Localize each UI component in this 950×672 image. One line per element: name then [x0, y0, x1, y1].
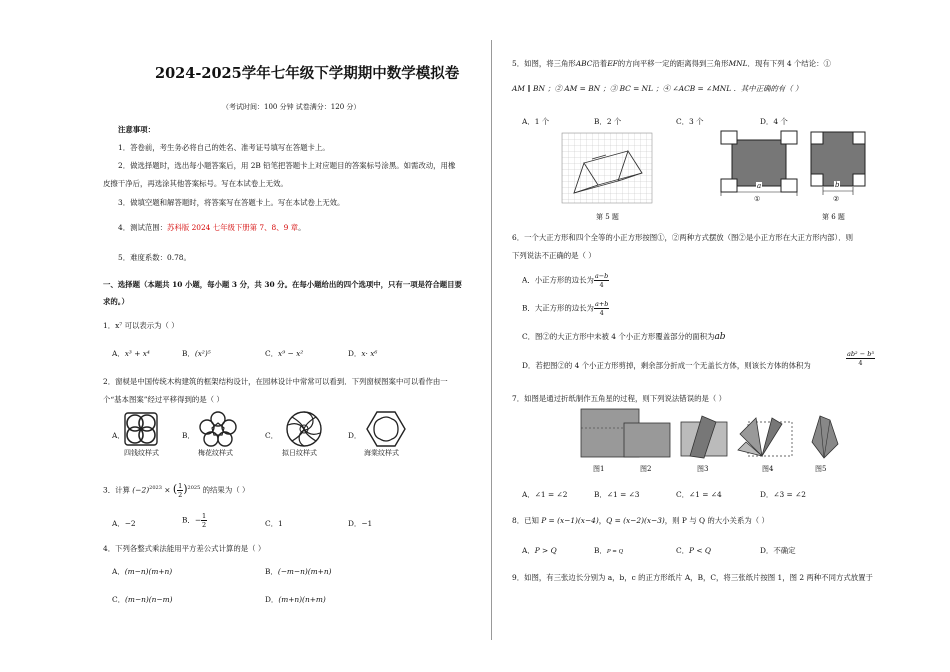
- q3-exp1: 2023: [149, 485, 162, 492]
- q5-stem-2: AM ∥ BN ；② AM = BN ；③ BC = NL ；④ ∠ACB = ∠MNL ．其中正确的有（ ）: [512, 84, 803, 93]
- q5-mid2: 的方向平移一定的距离得到三角形: [617, 59, 729, 68]
- q4-option-b[interactable]: [265, 566, 331, 577]
- notice-item-4: [118, 222, 305, 233]
- q1-a-value: x³ + x⁴: [124, 349, 150, 358]
- q5-pre: 5．如图，将三角形: [512, 59, 576, 68]
- q1-option-a[interactable]: [112, 348, 150, 359]
- q6-a-num: a−b: [594, 272, 609, 280]
- q5-translation-figure: [562, 133, 652, 203]
- q3-d-label: D．: [348, 519, 362, 528]
- q6-d-num: ab² − b³: [847, 350, 874, 358]
- q6-figure-2: [810, 131, 866, 187]
- q3-c-label: C．: [265, 519, 279, 528]
- q3-option-b[interactable]: [182, 512, 207, 529]
- q3-frac-num: 1: [178, 482, 183, 490]
- crabapple-pattern-icon: [366, 411, 406, 447]
- q6-a-text: A．小正方形的边长为: [522, 275, 594, 285]
- q3-times: ×: [164, 485, 171, 495]
- q6-label-a: a: [757, 182, 762, 190]
- q8-option-d[interactable]: D．不确定: [760, 546, 796, 555]
- q1-a-label: A．: [112, 349, 125, 358]
- q6-b-text: B．大正方形的边长为: [522, 303, 594, 313]
- q8-c-label: C．: [676, 546, 690, 555]
- q7-fig-caption-1: 图1: [593, 465, 605, 473]
- q3-b-fraction: [201, 512, 207, 529]
- q7-fig5-star: [808, 414, 840, 460]
- q6-a-den: 4: [599, 281, 604, 289]
- q3-a-value: −2: [124, 519, 136, 528]
- q6-stem-1: 6．一个大正方形和四个全等的小正方形按图①，②两种方式摆放（图②是小正方形在大正方形内部）．则: [512, 233, 853, 242]
- q4-option-a[interactable]: [112, 566, 172, 577]
- q3-option-c[interactable]: [265, 518, 283, 529]
- q8-pre: 8．已知: [512, 516, 539, 525]
- q2-option-b[interactable]: B．: [182, 431, 195, 440]
- q5-mnl: MNL: [728, 59, 748, 68]
- q4-c-value: (m−n)(n−m): [125, 595, 173, 604]
- q3-a-label: A．: [112, 519, 125, 528]
- q4-option-d[interactable]: [265, 594, 326, 605]
- q6-option-a[interactable]: [522, 272, 609, 289]
- q6-stem-2: 下列说法不正确的是（ ）: [512, 251, 596, 260]
- q5-abc: ABC: [575, 59, 593, 68]
- q4-stem: 4．下列各整式乘法能用平方差公式计算的是（ ）: [103, 544, 266, 553]
- q7-option-d[interactable]: D．∠3 = ∠2: [760, 490, 806, 499]
- q8-b-value: P = Q: [606, 549, 624, 555]
- q6-label-b: b: [835, 181, 840, 189]
- q4-d-label: D．: [265, 595, 279, 604]
- q7-stem: 7．如图是通过折纸制作五角星的过程，则下列说法错误的是（ ）: [512, 394, 726, 403]
- q8-q: Q = (x−2)(x−3): [606, 516, 665, 525]
- q2-stem-2: 个“基本图案”经过平移得到的是（ ）: [103, 395, 224, 404]
- q7-option-c[interactable]: C．∠1 = ∠4: [676, 490, 722, 499]
- q8-post: ，则 P 与 Q 的大小关系为（ ）: [664, 516, 769, 525]
- q6-option-c[interactable]: [522, 331, 726, 342]
- q2-option-d[interactable]: D．: [348, 431, 362, 440]
- q1-stem: 1．x⁷ 可以表示为（ ）: [103, 321, 179, 330]
- exam-title: 2024-2025学年七年级下学期期中数学模拟卷: [155, 65, 460, 82]
- q6-d-text: D．若把图②的 4 个小正方形剪掉，剩余部分折成一个无盖长方体，则该长方体的体积为: [522, 361, 811, 370]
- q9-stem: 9．如图，有三张边长分别为 a，b，c 的正方形纸片 A，B，C，将三张纸片按图 1，图 2 两种不同方式放置于: [512, 573, 873, 582]
- q5-ef: EF: [607, 59, 618, 68]
- q7-fig2-paper: [623, 422, 671, 458]
- q7-fig-caption-4: 图4: [762, 465, 774, 473]
- q3-d-value: −1: [361, 519, 373, 528]
- q6-option-d[interactable]: [522, 360, 811, 371]
- q3-b-label: B．: [182, 515, 195, 525]
- q4-b-value: (−m−n)(m+n): [277, 567, 332, 576]
- q7-fig-caption-3: 图3: [697, 465, 709, 473]
- q6-c-value: ab: [714, 332, 726, 342]
- q3-stem: 3．计算 $(-2)^{2023}$ × ( $\frac{1}{2}$ )$^{2025}$ 的结果为（ ）: [103, 482, 250, 499]
- q4-c-label: C．: [112, 595, 126, 604]
- q2-caption-c: 拟日纹样式: [282, 449, 317, 457]
- q5-mid: 沿着: [592, 59, 608, 68]
- q6-option-b[interactable]: [522, 300, 609, 317]
- exam-subtitle: （考试时间：100 分钟 试卷满分：120 分）: [222, 103, 361, 111]
- q1-d-label: D．: [348, 349, 362, 358]
- q1-c-value: x⁹ − x²: [278, 349, 304, 358]
- q3-post: 的结果为（ ）: [202, 485, 250, 495]
- q3-b-num: 1: [202, 512, 207, 520]
- test-scope: 苏科版 2024 七年级下册第 7、8、9 章: [167, 223, 299, 232]
- q5-option-d[interactable]: D．4 个: [760, 117, 788, 126]
- notice-item-5: 5．难度系数：0.78。: [118, 253, 191, 262]
- q3-option-d[interactable]: [348, 518, 372, 529]
- q1-b-value: (x²)⁵: [194, 349, 211, 358]
- q5-option-a[interactable]: A．1 个: [522, 117, 550, 126]
- q4-option-c[interactable]: [112, 594, 173, 605]
- q3-exp2: 2025: [187, 485, 201, 492]
- q2-option-a[interactable]: A．: [112, 431, 125, 440]
- q6-caption-2: ②: [833, 195, 840, 203]
- q6-b-num: a+b: [594, 300, 609, 308]
- q6-figure-caption: 第 6 题: [822, 213, 845, 221]
- q8-c-value: P < Q: [689, 546, 711, 555]
- q7-fig-caption-2: 图2: [640, 465, 652, 473]
- q8-a-value: P > Q: [534, 546, 557, 555]
- q6-caption-1: ①: [754, 195, 761, 203]
- q5-stem-1: [512, 58, 831, 69]
- q7-fig3-fold: [680, 414, 728, 460]
- q6-b-den: 4: [599, 309, 604, 317]
- q6-a-fraction: [594, 272, 609, 289]
- q7-fig-caption-5: 图5: [815, 465, 827, 473]
- q7-option-b[interactable]: B．∠1 = ∠3: [594, 490, 640, 499]
- q2-caption-b: 梅花纹样式: [198, 449, 233, 457]
- q3-base: (−2): [132, 485, 150, 495]
- q2-caption-d: 海棠纹样式: [364, 449, 399, 457]
- q3-frac-den: 2: [178, 491, 183, 499]
- q3-option-a[interactable]: [112, 518, 136, 529]
- column-divider: [491, 40, 492, 640]
- q8-a-label: A．: [522, 546, 535, 555]
- q6-c-text: C．图②的大正方形中未被 4 个小正方形覆盖部分的面积为: [522, 332, 715, 341]
- q5-option-c[interactable]: C．3 个: [676, 117, 704, 126]
- q4-a-value: (m−n)(m+n): [124, 567, 173, 576]
- q1-option-c[interactable]: [265, 348, 303, 359]
- q5-post: ．现有下列 4 个结论：①: [747, 59, 831, 68]
- q4-d-value: (m+n)(n+m): [278, 595, 326, 604]
- q8-stem: [512, 515, 769, 526]
- q3-b-den: 2: [202, 521, 207, 529]
- q2-option-c[interactable]: C．: [265, 431, 279, 440]
- q8-p: P = (x−1)(x−4): [541, 516, 599, 525]
- four-coins-pattern-icon: [124, 412, 158, 446]
- q8-option-a[interactable]: [522, 545, 557, 556]
- notice-heading: 注意事项：: [118, 125, 155, 134]
- section1-heading: 一、选择题（本题共 10 小题，每小题 3 分，共 30 分。在每小题给出的四个选项中，只有一项是符合题目要: [103, 280, 462, 289]
- q3-pre: 3．计算: [103, 485, 130, 495]
- q6-b-fraction: [594, 300, 609, 317]
- sun-pattern-icon: [286, 411, 322, 447]
- q3-c-value: 1: [278, 519, 283, 528]
- q8-sep: ，: [598, 516, 607, 525]
- q3-b-value: −: [194, 515, 202, 525]
- q1-c-label: C．: [265, 349, 279, 358]
- notice-item-1: 1．答卷前，考生务必将自己的姓名、准考证号填写在答题卡上。: [118, 143, 330, 152]
- q5-figure-caption: 第 5 题: [596, 213, 619, 221]
- q8-option-b[interactable]: [594, 545, 623, 556]
- notice-item-2: 2．做选择题时，选出每小题答案后，用 2B 铅笔把答题卡上对应题目的答案标号涂黑。如需改动，用橡: [118, 161, 456, 170]
- q1-b-label: B．: [182, 349, 195, 358]
- q7-fig4-fold: [736, 414, 794, 460]
- q7-option-a[interactable]: A．∠1 = ∠2: [522, 490, 568, 499]
- q4-b-label: B．: [265, 567, 278, 576]
- q1-option-d[interactable]: [348, 348, 377, 359]
- q8-option-c[interactable]: [676, 545, 711, 556]
- plum-blossom-pattern-icon: [200, 412, 236, 446]
- q8-b-label: B．: [594, 546, 607, 555]
- notice-item-2-cont: 皮擦干净后，再选涂其他答案标号。写在本试卷上无效。: [103, 179, 288, 188]
- q4-a-label: A．: [112, 567, 125, 576]
- q6-d-fraction: [846, 350, 875, 367]
- notice-item-3: 3．做填空题和解答题时，将答案写在答题卡上。写在本试卷上无效。: [118, 198, 345, 207]
- q5-option-b[interactable]: B．2 个: [594, 117, 622, 126]
- q1-option-b[interactable]: [182, 348, 211, 359]
- q2-caption-a: 四钱纹样式: [124, 449, 159, 457]
- q2-stem-1: 2．窗棂是中国传统木构建筑的框架结构设计，在园林设计中常常可以看到．下列窗棂图案中可以看作由一: [103, 377, 448, 386]
- q1-d-value: x· x⁶: [361, 349, 378, 358]
- q6-d-den: 4: [858, 359, 863, 367]
- notice-item-4-end: 。: [298, 223, 306, 232]
- notice-item-4-label: 4．测试范围：: [118, 223, 168, 232]
- section1-heading-cont: 求的。）: [103, 297, 129, 306]
